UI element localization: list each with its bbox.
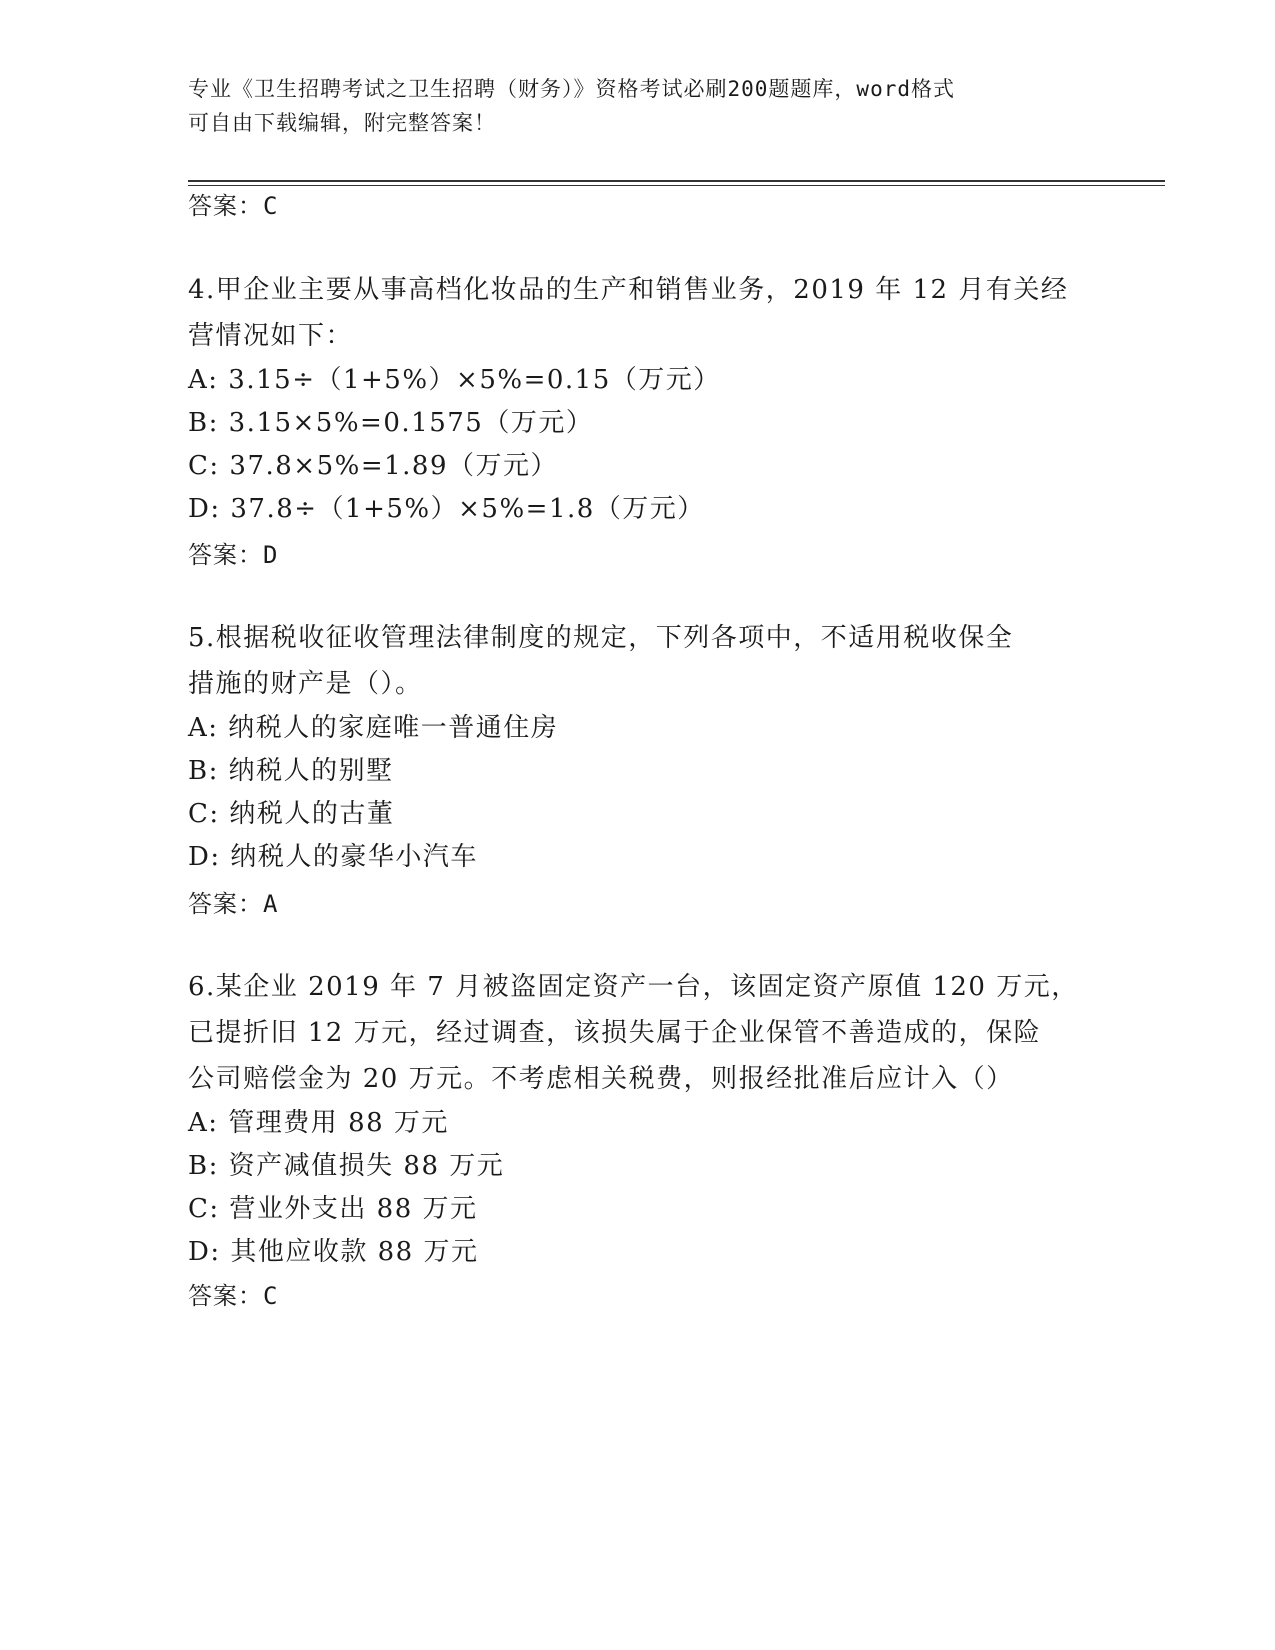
question-4 <box>188 267 1088 531</box>
question-5-option-b: B: 纳税人的别墅 <box>188 756 394 786</box>
header-divider-thick <box>188 180 1165 182</box>
question-5-option-a: A: 纳税人的家庭唯一普通住房 <box>188 713 559 743</box>
question-5-option-d: D: 纳税人的豪华小汽车 <box>188 842 478 872</box>
answer-q4: 答案：D <box>188 541 279 569</box>
question-5-stem-line-1: 5.根据税收征收管理法律制度的规定，下列各项中，不适用税收保全 <box>188 623 1014 653</box>
question-5-stem-line-2: 措施的财产是（）。 <box>188 669 423 699</box>
question-6-option-c: C: 营业外支出 88 万元 <box>188 1194 478 1224</box>
question-4-stem-line-1: 4.甲企业主要从事高档化妆品的生产和销售业务，2019 年 12 月有关经 <box>188 275 1069 305</box>
question-6-stem-line-1: 6.某企业 2019 年 7 月被盗固定资产一台，该固定资产原值 120 万元， <box>188 972 1079 1002</box>
question-4-option-a: A: 3.15÷（1+5%）×5%=0.15（万元） <box>188 365 721 395</box>
question-4-option-d: D: 37.8÷（1+5%）×5%=1.8（万元） <box>188 494 705 524</box>
answer-q3: 答案：C <box>188 192 279 220</box>
question-6-option-b: B: 资产减值损失 88 万元 <box>188 1151 505 1181</box>
question-6-option-d: D: 其他应收款 88 万元 <box>188 1237 479 1267</box>
question-5-option-c: C: 纳税人的古董 <box>188 799 395 829</box>
question-5 <box>188 615 1088 879</box>
header-divider-thin <box>188 185 1165 186</box>
question-4-option-b: B: 3.15×5%=0.1575（万元） <box>188 408 594 438</box>
answer-q5: 答案：A <box>188 890 279 918</box>
question-6-option-a: A: 管理费用 88 万元 <box>188 1108 449 1138</box>
header-line-1: 专业《卫生招聘考试之卫生招聘（财务）》资格考试必刷200题题库，word格式 <box>188 77 955 101</box>
question-4-option-c: C: 37.8×5%=1.89（万元） <box>188 451 559 481</box>
question-6-stem-line-2: 已提折旧 12 万元，经过调查，该损失属于企业保管不善造成的，保险 <box>188 1018 1042 1048</box>
question-4-stem-line-2: 营情况如下： <box>188 321 354 351</box>
document-header <box>188 72 1068 140</box>
question-6 <box>188 964 1088 1274</box>
header-line-2: 可自由下载编辑，附完整答案！ <box>188 111 496 135</box>
question-6-stem-line-3: 公司赔偿金为 20 万元。不考虑相关税费，则报经批准后应计入（） <box>188 1064 1014 1094</box>
answer-q6: 答案：C <box>188 1282 279 1310</box>
